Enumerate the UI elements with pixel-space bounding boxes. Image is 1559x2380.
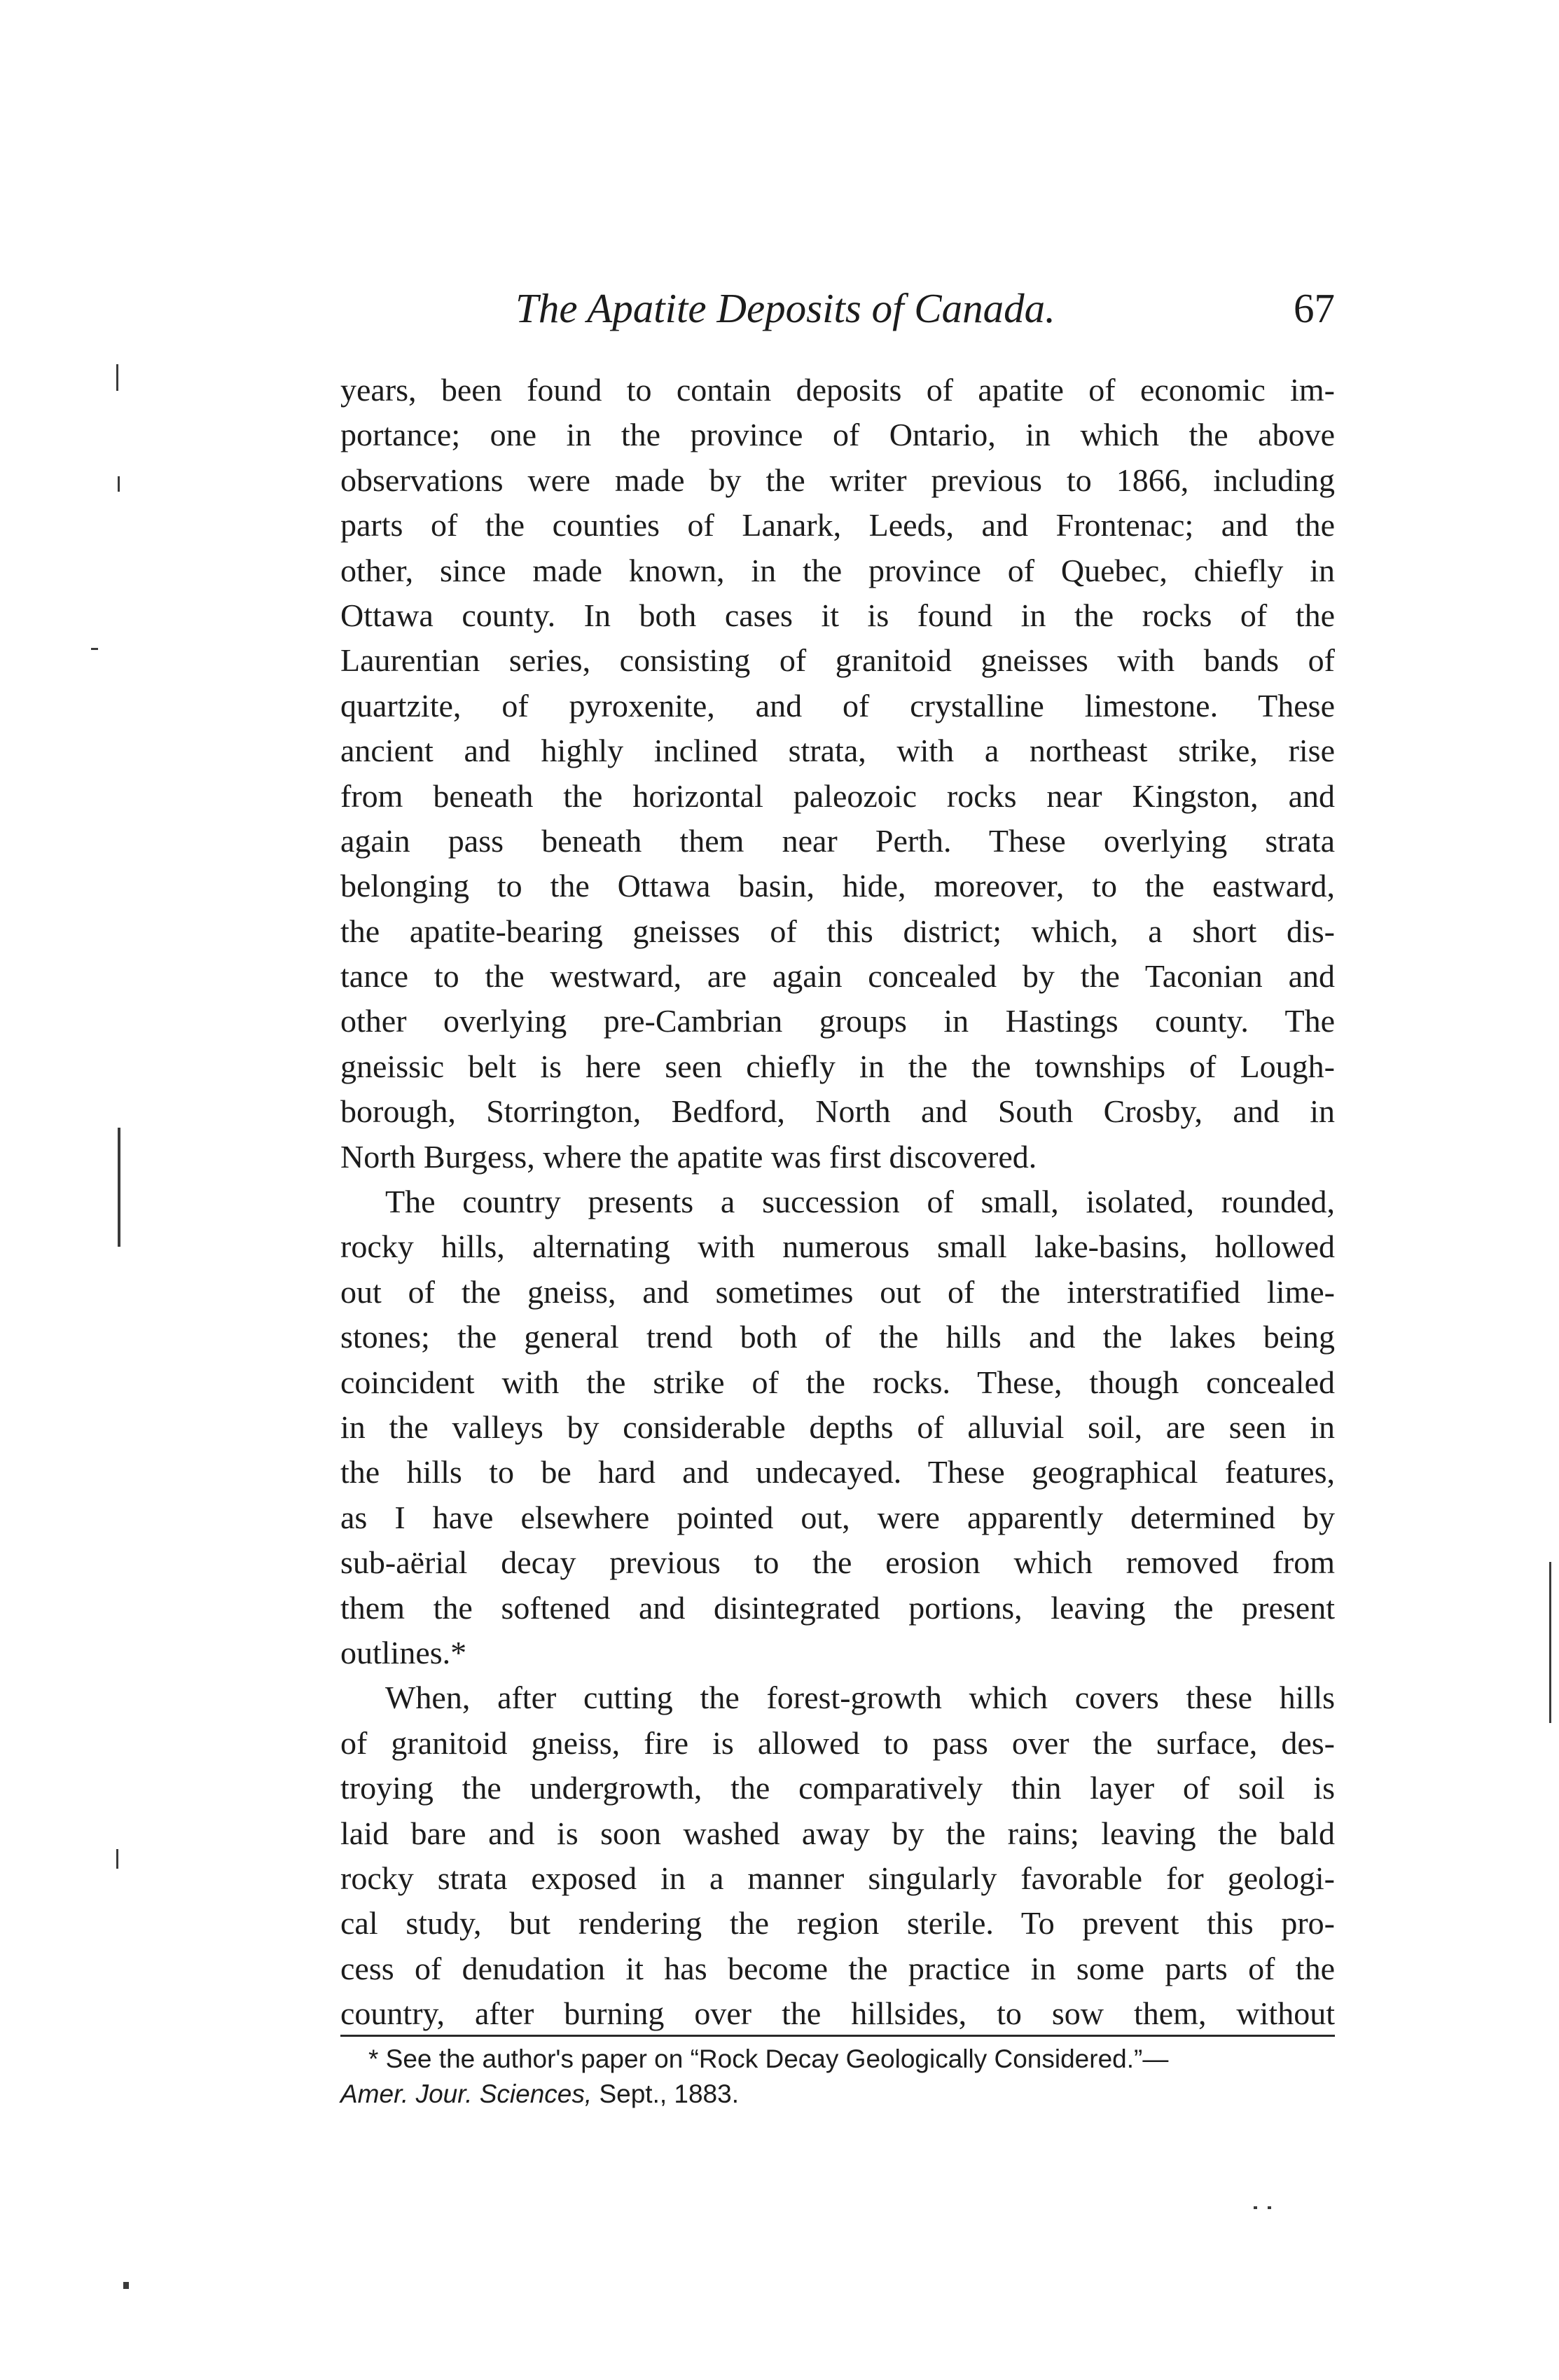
page-header xyxy=(340,280,1335,343)
text-line: gneissic belt is here seen chiefly in the the townships of Lough- xyxy=(340,1048,1335,1084)
text-line: observations were made by the writer previous to 1866, including xyxy=(340,462,1335,498)
text-line: outlines.* xyxy=(340,1634,467,1670)
text-line: When, after cutting the forest-growth which covers these hills xyxy=(385,1680,1335,1716)
running-title: The Apatite Deposits of Canada. xyxy=(515,285,1055,331)
text-line: Laurentian series, consisting of granitoid gneisses with bands of xyxy=(340,642,1335,679)
text-line: North Burgess, where the apatite was first discovered. xyxy=(340,1138,1037,1175)
body-text xyxy=(340,368,1335,2036)
text-line: other overlying pre-Cambrian groups in Hastings county. The xyxy=(340,1003,1335,1039)
text-line: out of the gneiss, and sometimes out of the interstratified lime- xyxy=(340,1273,1335,1310)
footnote-rule xyxy=(340,2035,1335,2037)
text-line: quartzite, of pyroxenite, and of crystalline limestone. These xyxy=(340,687,1335,724)
journal-name: Amer. Jour. Sciences, xyxy=(340,2080,593,2108)
page-number: 67 xyxy=(1294,285,1335,331)
text-line: Ottawa county. In both cases it is found in the rocks of the xyxy=(340,597,1335,633)
text-line: rocky hills, alternating with numerous small lake-basins, hollowed xyxy=(340,1229,1335,1265)
text-line: the hills to be hard and undecayed. These geographical features, xyxy=(340,1454,1335,1490)
text-line: other, since made known, in the province of Quebec, chiefly in xyxy=(340,552,1335,588)
text-line: again pass beneath them near Perth. These overlying strata xyxy=(340,822,1335,859)
text-line: from beneath the horizontal paleozoic rocks near Kingston, and xyxy=(340,777,1335,814)
text-line: rocky strata exposed in a manner singularly favorable for geologi- xyxy=(340,1860,1335,1896)
footnote-citation xyxy=(340,2077,1335,2112)
scan-speck xyxy=(116,364,118,391)
text-line: coincident with the strike of the rocks. These, though concealed xyxy=(340,1364,1335,1400)
text-line: years, been found to contain deposits of apatite of economic im- xyxy=(340,372,1335,408)
text-line: them the softened and disintegrated portions, leaving the present xyxy=(340,1589,1335,1626)
scan-speck xyxy=(118,1128,120,1247)
text-line: as I have elsewhere pointed out, were apparently determined by xyxy=(340,1499,1335,1535)
text-line: tance to the westward, are again concealed by the Taconian and xyxy=(340,958,1335,995)
scan-speck xyxy=(91,648,98,650)
scan-speck xyxy=(123,2282,129,2289)
text-line: The country presents a succession of small, isolated, rounded, xyxy=(385,1184,1335,1220)
scan-speck xyxy=(1254,2206,1257,2209)
text-line: cal study, but rendering the region sterile. To prevent this pro- xyxy=(340,1905,1335,1942)
scan-speck xyxy=(1268,2206,1271,2209)
scan-speck xyxy=(116,1849,118,1869)
text-line: portance; one in the province of Ontario, in which the above xyxy=(340,417,1335,453)
text-line: the apatite-bearing gneisses of this district; which, a short dis- xyxy=(340,913,1335,949)
footnote xyxy=(340,2042,1335,2112)
scan-speck xyxy=(118,476,120,492)
text-line: in the valleys by considerable depths of alluvial soil, are seen in xyxy=(340,1409,1335,1445)
scan-speck xyxy=(1549,1562,1551,1723)
text-line: of granitoid gneiss, fire is allowed to pass over the surface, des- xyxy=(340,1724,1335,1761)
text-line: belonging to the Ottawa basin, hide, moreover, to the eastward, xyxy=(340,868,1335,904)
text-line: borough, Storrington, Bedford, North and South Crosby, and in xyxy=(340,1093,1335,1130)
text-line: cess of denudation it has become the practice in some parts of the xyxy=(340,1950,1335,1986)
text-line: ancient and highly inclined strata, with a northeast strike, rise xyxy=(340,733,1335,769)
text-line: parts of the counties of Lanark, Leeds, and Frontenac; and the xyxy=(340,507,1335,544)
citation-date: Sept., 1883. xyxy=(592,2080,739,2108)
text-line: stones; the general trend both of the hills and the lakes being xyxy=(340,1319,1335,1355)
footnote-line: * See the author's paper on “Rock Decay Geologically Considered.”— xyxy=(368,2045,1169,2073)
text-line: laid bare and is soon washed away by the rains; leaving the bald xyxy=(340,1815,1335,1851)
text-line: troying the undergrowth, the comparatively thin layer of soil is xyxy=(340,1770,1335,1806)
text-line: country, after burning over the hillsides, to sow them, without xyxy=(340,1995,1335,2032)
text-line: sub-aërial decay previous to the erosion which removed from xyxy=(340,1544,1335,1581)
